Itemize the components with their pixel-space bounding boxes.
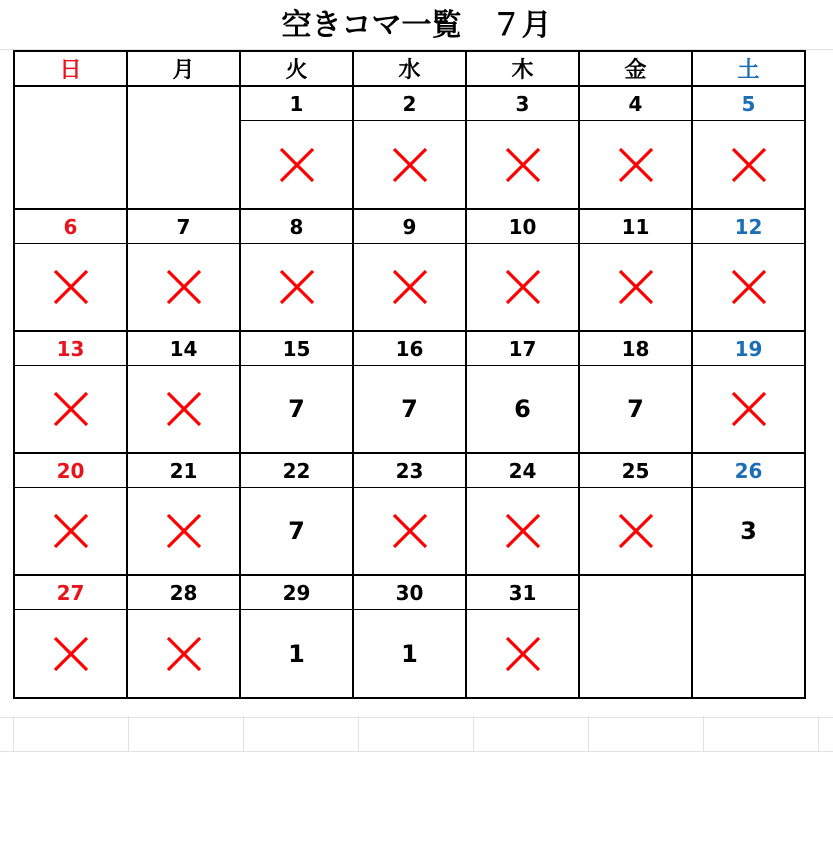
day-number: 21 — [127, 453, 240, 488]
day-number: 15 — [240, 331, 353, 366]
cross-mark-icon — [167, 514, 201, 548]
day-unavailable-cell — [127, 366, 240, 454]
cross-mark-icon — [393, 148, 427, 182]
day-number: 25 — [579, 453, 692, 488]
empty-day-cell — [579, 575, 692, 698]
cross-mark-icon — [506, 148, 540, 182]
weekday-tuesday: 火 — [240, 51, 353, 86]
day-unavailable-cell — [466, 121, 579, 209]
day-unavailable-cell — [692, 244, 805, 332]
cross-mark-icon — [393, 270, 427, 304]
weekday-wednesday: 水 — [353, 51, 466, 86]
day-slot-count: 1 — [240, 610, 353, 698]
cross-mark-icon — [619, 270, 653, 304]
cross-mark-icon — [167, 392, 201, 426]
week-date-row — [14, 331, 805, 366]
day-unavailable-cell — [466, 244, 579, 332]
day-unavailable-cell — [579, 488, 692, 576]
day-number: 26 — [692, 453, 805, 488]
day-unavailable-cell — [353, 121, 466, 209]
day-number: 8 — [240, 209, 353, 244]
day-number: 14 — [127, 331, 240, 366]
day-number: 23 — [353, 453, 466, 488]
weekday-monday: 月 — [127, 51, 240, 86]
weekday-saturday: 土 — [692, 51, 805, 86]
day-slot-count: 7 — [240, 488, 353, 576]
cross-mark-icon — [506, 514, 540, 548]
day-number: 27 — [14, 575, 127, 610]
cross-mark-icon — [619, 514, 653, 548]
day-number: 19 — [692, 331, 805, 366]
day-unavailable-cell — [353, 488, 466, 576]
day-unavailable-cell — [466, 488, 579, 576]
day-slot-count: 1 — [353, 610, 466, 698]
day-number: 22 — [240, 453, 353, 488]
cross-mark-icon — [54, 392, 88, 426]
day-number: 29 — [240, 575, 353, 610]
day-unavailable-cell — [240, 244, 353, 332]
week-date-row — [14, 209, 805, 244]
cross-mark-icon — [506, 637, 540, 671]
week-slots-row — [14, 366, 805, 454]
week-date-row — [14, 453, 805, 488]
cross-mark-icon — [167, 270, 201, 304]
cross-mark-icon — [732, 392, 766, 426]
day-unavailable-cell — [127, 244, 240, 332]
day-unavailable-cell — [466, 610, 579, 698]
day-slot-count: 7 — [353, 366, 466, 454]
day-unavailable-cell — [14, 366, 127, 454]
cross-mark-icon — [619, 148, 653, 182]
day-number: 9 — [353, 209, 466, 244]
day-number: 4 — [579, 86, 692, 121]
weekday-thursday: 木 — [466, 51, 579, 86]
cross-mark-icon — [280, 148, 314, 182]
cross-mark-icon — [393, 514, 427, 548]
empty-day-cell — [692, 575, 805, 698]
day-unavailable-cell — [14, 244, 127, 332]
day-unavailable-cell — [127, 610, 240, 698]
weekday-header-row — [14, 51, 805, 86]
day-number: 10 — [466, 209, 579, 244]
day-unavailable-cell — [240, 121, 353, 209]
cross-mark-icon — [732, 148, 766, 182]
cross-mark-icon — [167, 637, 201, 671]
cross-mark-icon — [280, 270, 314, 304]
empty-day-cell — [127, 86, 240, 209]
day-slot-count: 7 — [240, 366, 353, 454]
day-number: 30 — [353, 575, 466, 610]
day-number: 3 — [466, 86, 579, 121]
day-unavailable-cell — [579, 244, 692, 332]
day-number: 24 — [466, 453, 579, 488]
day-unavailable-cell — [692, 366, 805, 454]
day-slot-count: 7 — [579, 366, 692, 454]
cross-mark-icon — [732, 270, 766, 304]
day-number: 1 — [240, 86, 353, 121]
week-date-row — [14, 86, 805, 121]
day-number: 12 — [692, 209, 805, 244]
day-number: 5 — [692, 86, 805, 121]
day-number: 17 — [466, 331, 579, 366]
day-unavailable-cell — [14, 610, 127, 698]
day-number: 16 — [353, 331, 466, 366]
day-number: 11 — [579, 209, 692, 244]
cross-mark-icon — [54, 637, 88, 671]
day-number: 28 — [127, 575, 240, 610]
weekday-friday: 金 — [579, 51, 692, 86]
day-slot-count: 6 — [466, 366, 579, 454]
day-number: 6 — [14, 209, 127, 244]
day-slot-count: 3 — [692, 488, 805, 576]
cross-mark-icon — [506, 270, 540, 304]
day-unavailable-cell — [579, 121, 692, 209]
page-title: 空きコマ一覧 ７月 — [281, 8, 552, 43]
day-number: 2 — [353, 86, 466, 121]
week-slots-row — [14, 244, 805, 332]
day-number: 31 — [466, 575, 579, 610]
day-number: 7 — [127, 209, 240, 244]
day-number: 18 — [579, 331, 692, 366]
cross-mark-icon — [54, 270, 88, 304]
empty-day-cell — [14, 86, 127, 209]
calendar-table — [13, 50, 806, 699]
day-number: 20 — [14, 453, 127, 488]
weekday-sunday: 日 — [14, 51, 127, 86]
day-unavailable-cell — [127, 488, 240, 576]
cross-mark-icon — [54, 514, 88, 548]
week-slots-row — [14, 488, 805, 576]
day-unavailable-cell — [353, 244, 466, 332]
week-date-row — [14, 575, 805, 610]
day-unavailable-cell — [692, 121, 805, 209]
day-unavailable-cell — [14, 488, 127, 576]
day-number: 13 — [14, 331, 127, 366]
